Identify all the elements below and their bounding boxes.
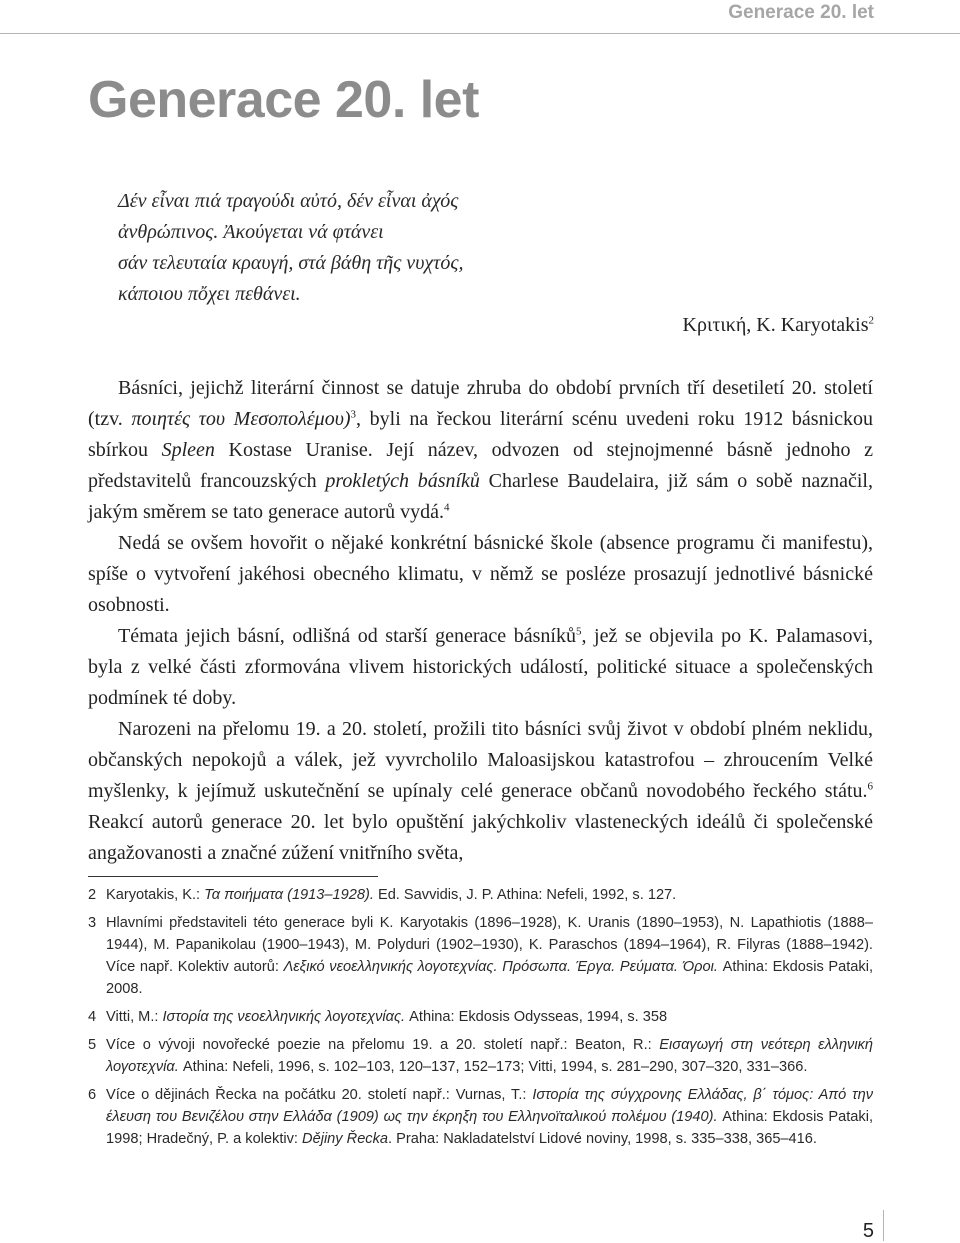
corner-rule — [883, 1210, 884, 1241]
text-run: , jež se objevila po K. Palamasovi, byla z velké části zformována vlivem historických událostí, politické situace a společenských podmínek té doby. — [88, 625, 874, 709]
motto-line: Δέν εἶναι πιά τραγούδι αὐτό, δέν εἶναι ἀχός — [118, 190, 459, 212]
paragraph — [88, 621, 873, 714]
text-run: . Praha: Nakladatelství Lidové noviny, 1998, s. 335–338, 365–416. — [388, 1131, 817, 1147]
text-run: Karyotakis, K.: — [106, 887, 205, 903]
header-rule — [0, 33, 960, 34]
text-run: , byli na řeckou literární scénu uvedeni roku 1912 básnickou sbírkou — [88, 408, 873, 461]
motto — [118, 186, 463, 310]
text-run: Více o vývoji novořecké poezie na přelomu 19. a 20. století např.: Beaton, R.: — [106, 1037, 660, 1053]
book-title: Λεξικό νεοελληνικής λογοτεχνίας. Πρόσωπα. Έργα. Ρεύματα. Όροι. — [283, 959, 718, 975]
text-run: Básníci, jejichž literární činnost se datuje zhruba do období prvních tří desetiletí 20. století (tzv. — [88, 377, 873, 430]
book-title: Ιστορία της νεοελληνικής λογοτεχνίας. — [162, 1009, 406, 1025]
motto-line: σάν τελευταία κραυγή, στά βάθη τῆς νυχτός, — [118, 252, 464, 274]
footnote-ref[interactable]: 4 — [443, 501, 450, 514]
footnote-number: 6 — [88, 1087, 97, 1103]
footnote-number: 4 — [88, 1009, 97, 1025]
text-run: Charlese Baudelaira, již sám o sobě naznačil, jakým směrem se tato generace autorů vydá. — [88, 470, 873, 523]
text-run: Athina: Ekdosis Pataki, 2008. — [106, 959, 873, 997]
motto-line: κάποιου πὄχει πεθάνει. — [118, 283, 301, 305]
paragraph — [88, 714, 873, 869]
text-run: Témata jejich básní, odlišná od starší generace básníků — [118, 625, 576, 647]
book-title: Dějiny Řecka — [302, 1131, 389, 1147]
footnote-rule — [88, 876, 378, 877]
text-run: Reakcí autorů generace 20. let bylo opuštění jakýchkoliv vlasteneckých ideálů či společenské angažovanosti a značné zúžení vnitřního světa, — [88, 811, 873, 864]
footnote-number: 3 — [88, 915, 97, 931]
motto-attribution — [683, 310, 874, 341]
book-title: Ιστορία της σύγχρονης Ελλάδας, β΄ τόμος: Από την έλευση του Βενιζέλου στην Ελλάδα (1909) ως την έκρηξη του Ελληνοϊταλικού πολέμου (1940). — [106, 1087, 873, 1125]
footnote-number: 5 — [88, 1037, 97, 1053]
footnotes — [88, 884, 873, 1156]
text-run: Kostase Uranise. Její název, odvozen od stejnojmenné básně jednoho z představitelů francouzských — [88, 439, 873, 492]
text-run: Vitti, M.: — [106, 1009, 163, 1025]
page-number: 5 — [862, 1220, 874, 1242]
text-run: Athina: Ekdosis Pataki, 1998; Hradečný, P. a kolektiv: — [106, 1109, 873, 1147]
footnote — [88, 912, 873, 1000]
footnote — [88, 1084, 873, 1150]
text-run: Athina: Ekdosis Odysseas, 1994, s. 358 — [405, 1009, 668, 1025]
footnote-ref[interactable]: 6 — [867, 780, 873, 793]
footnote-ref[interactable]: 3 — [350, 408, 357, 421]
footnote-ref[interactable]: 2 — [868, 314, 874, 327]
footnote-number: 2 — [88, 887, 97, 903]
running-header: Generace 20. let — [728, 2, 874, 23]
text-run: Athina: Nefeli, 1996, s. 102–103, 120–137, 152–173; Vitti, 1994, s. 281–290, 307–320, 331–366. — [178, 1059, 808, 1075]
text-run: Narozeni na přelomu 19. a 20. století, prožili tito básníci svůj život v období plném neklidu, občanských nepokojů a válek, jež vyvrcholilo Maloasijskou katastrofou – zhroucením Velké myšlenky, k jejímuž uskutečnění se upínaly celé generace občanů novodobého řeckého státu. — [88, 718, 873, 802]
footnote-ref[interactable]: 5 — [575, 625, 582, 638]
paragraph — [88, 373, 873, 528]
italic-term: prokletých básníků — [325, 470, 480, 492]
paragraph: Nedá se ovšem hovořit o nějaké konkrétní básnické škole (absence programu či manifestu), spíše o vytvoření jakéhosi obecného klimatu, v němž se posléze prosazují jednotlivé básnické osobnosti. — [88, 532, 873, 616]
book-title: Τα ποιήματα (1913–1928). — [204, 887, 374, 903]
book-title: Spleen — [161, 439, 215, 461]
text-run: Více o dějinách Řecka na počátku 20. století např.: Vurnas, T.: — [106, 1087, 533, 1103]
text-run: Hlavními představiteli této generace byli K. Karyotakis (1896–1928), K. Uranis (1890–1953), N. Lapathiotis (1888–1944), M. Papanikolau (1900–1943), M. Polyduri (1902–1930), K. Paraschos (1894–1964), R. Filyras (1888–1942). Více např. Kolektiv autorů: — [106, 915, 873, 975]
footnote — [88, 1006, 873, 1028]
greek-term: ποιητές του Μεσοπολέμου) — [131, 408, 351, 430]
attribution-text: Κριτική, K. Karyotakis — [682, 314, 869, 336]
footnote — [88, 884, 873, 906]
motto-line: ἀνθρώπινος. Ἀκούγεται νά φτάνει — [118, 221, 384, 243]
body-text — [88, 373, 873, 869]
text-run: Ed. Savvidis, J. P. Athina: Nefeli, 1992, s. 127. — [373, 887, 677, 903]
chapter-title: Generace 20. let — [88, 71, 479, 129]
book-title: Εισαγωγή στη νεότερη ελληνική λογοτεχνία. — [106, 1037, 873, 1075]
footnote — [88, 1034, 873, 1078]
